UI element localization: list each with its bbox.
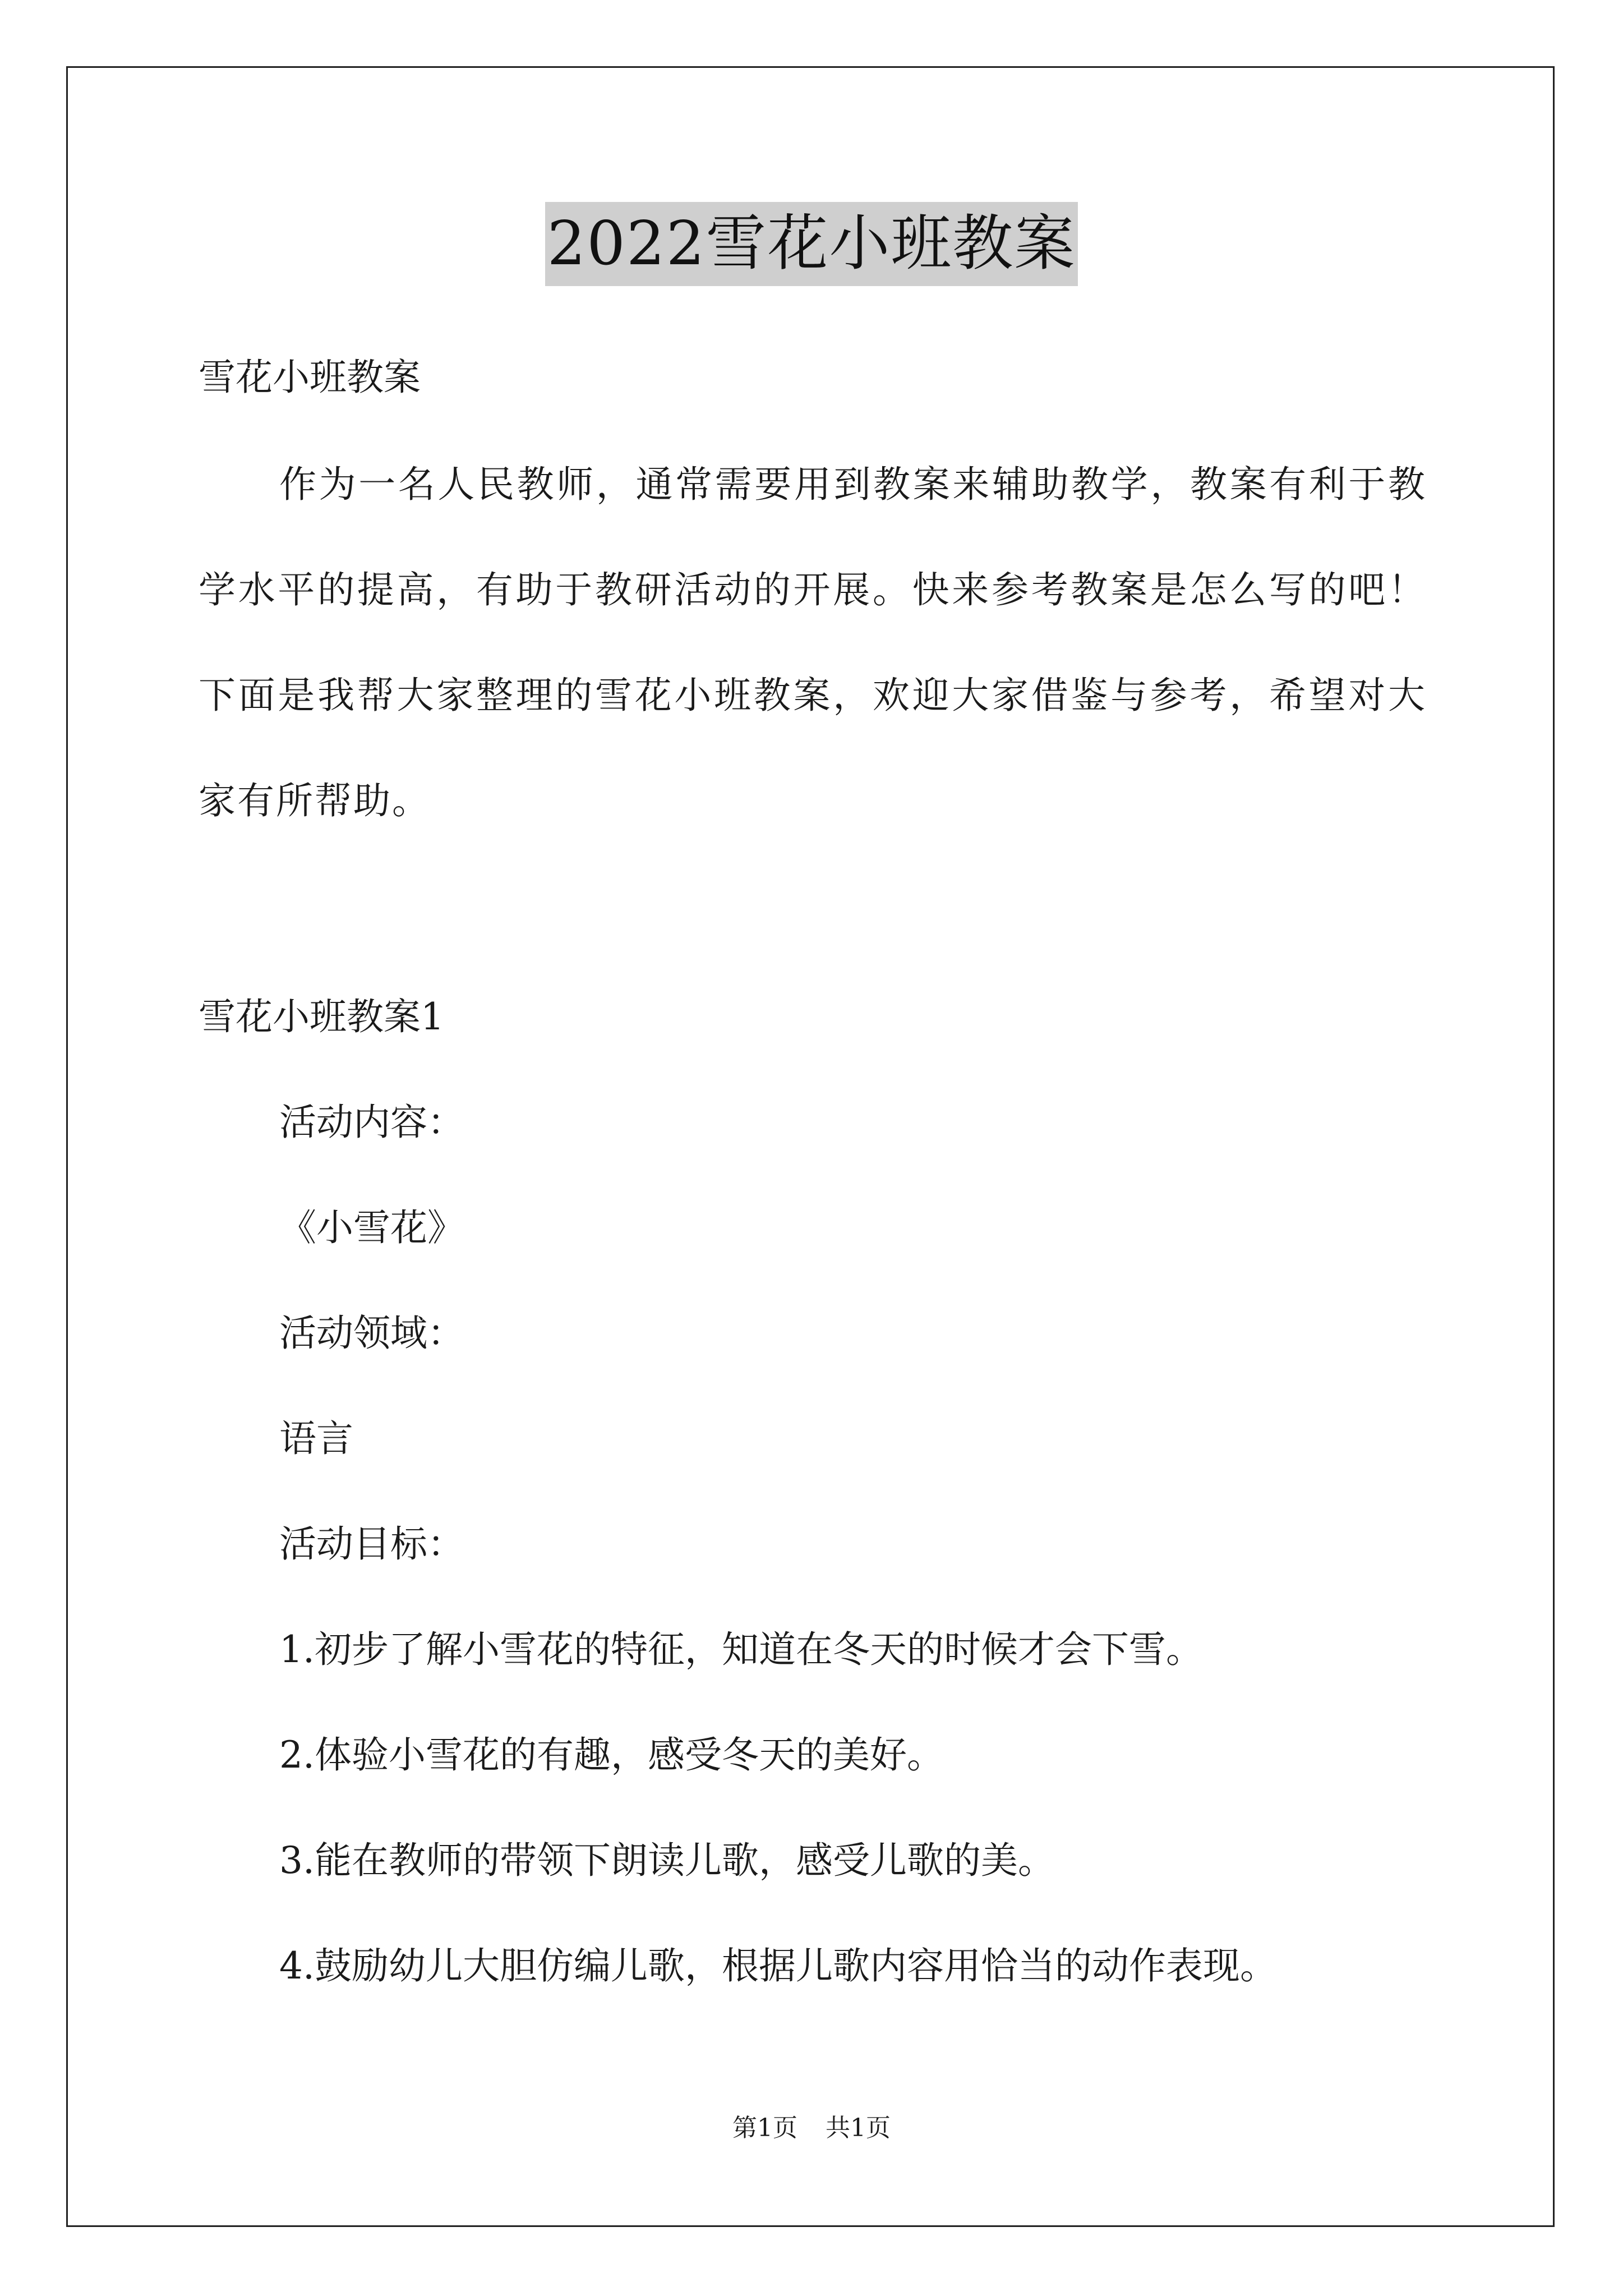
- title-container: [0, 202, 1623, 286]
- list-item: 《小雪花》: [279, 1206, 464, 1249]
- list-item: 活动内容：: [279, 1101, 464, 1144]
- page-total: 共1页: [826, 2114, 891, 2142]
- page-footer: [0, 2111, 1623, 2145]
- section-heading: 雪花小班教案1: [199, 995, 444, 1038]
- list-item: 活动领域：: [279, 1312, 464, 1355]
- list-item: 语言: [279, 1417, 353, 1460]
- document-title: 2022雪花小班教案: [545, 202, 1078, 286]
- list-item: 4.鼓励幼儿大胆仿编儿歌，根据儿歌内容用恰当的动作表现。: [279, 1944, 1277, 1987]
- page-number: 第1页: [732, 2114, 797, 2142]
- list-item: 1.初步了解小雪花的特征，知道在冬天的时候才会下雪。: [279, 1628, 1203, 1671]
- list-item: 3.能在教师的带领下朗读儿歌，感受儿歌的美。: [279, 1839, 1055, 1882]
- list-item: 活动目标：: [279, 1522, 464, 1566]
- document-subtitle: 雪花小班教案: [199, 356, 421, 399]
- list-item: 2.体验小雪花的有趣，感受冬天的美好。: [279, 1733, 944, 1777]
- intro-paragraph: 作为一名人民教师，通常需要用到教案来辅助教学，教案有利于教学水平的提高，有助于教研活动的开展。快来参考教案是怎么写的吧！下面是我帮大家整理的雪花小班教案，欢迎大家借鉴与参考，希望对大家有所帮助。: [199, 463, 1427, 822]
